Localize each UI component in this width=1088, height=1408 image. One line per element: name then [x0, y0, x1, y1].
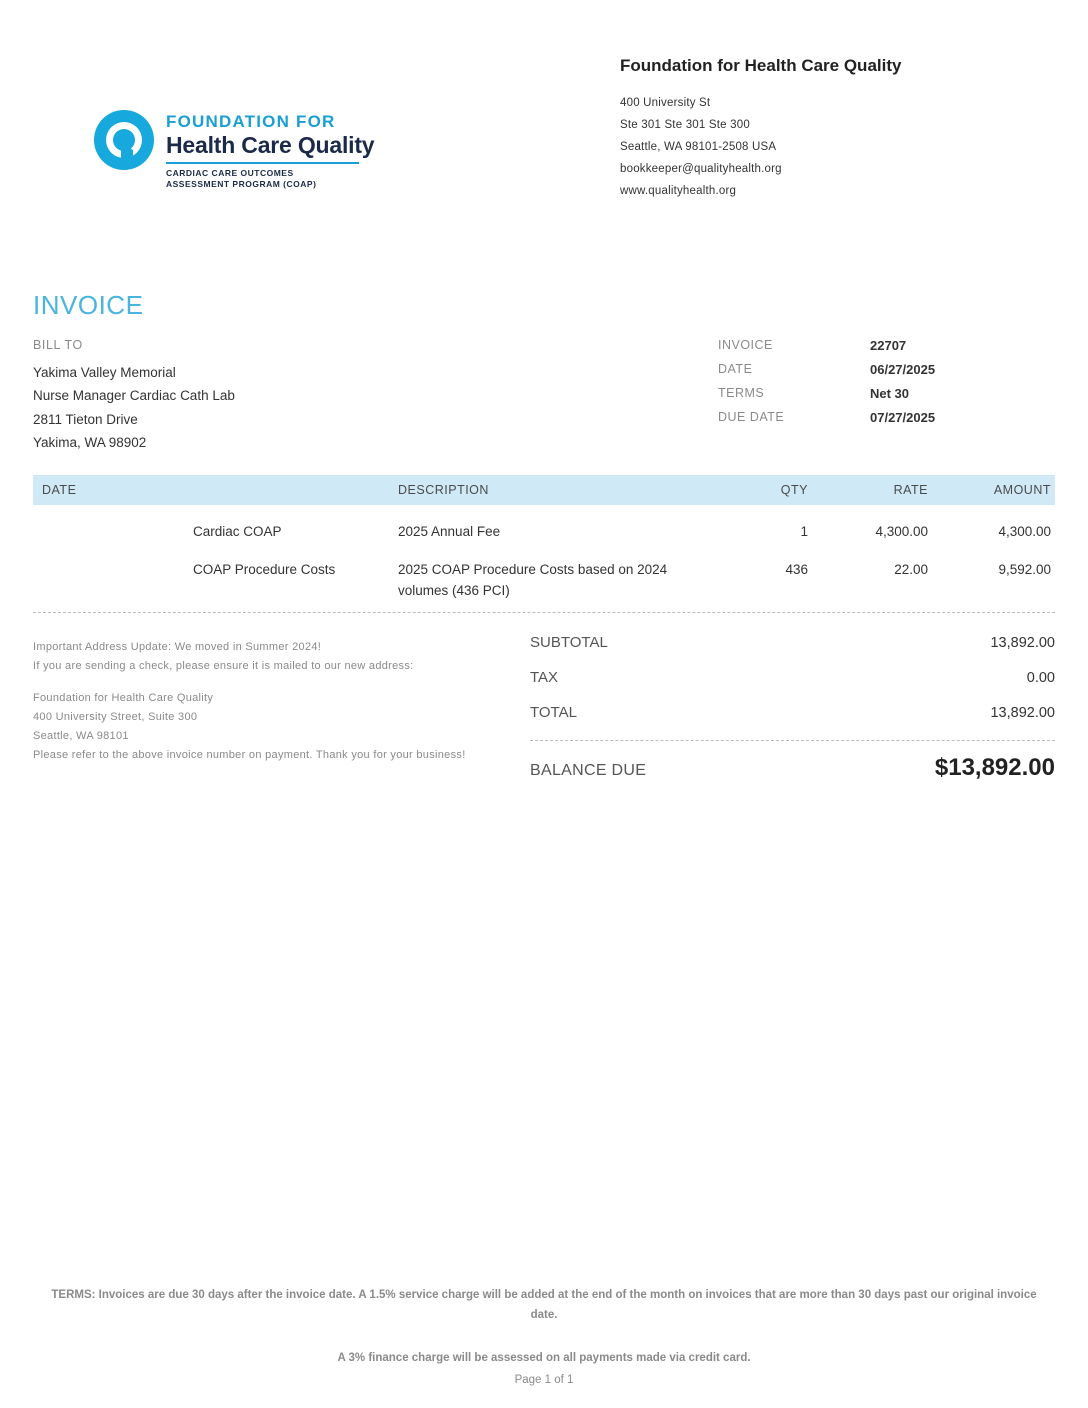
bill-to-line-3: 2811 Tieton Drive — [33, 411, 138, 427]
cell-rate: 22.00 — [894, 561, 928, 577]
footer-finance-charge-text: A 3% finance charge will be assessed on all payments made via credit card. — [337, 1352, 751, 1365]
document-footer — [0, 1286, 1088, 1386]
company-address-line-3: Seattle, WA 98101-2508 USA — [620, 141, 777, 154]
company-address-line-1: 400 University St — [620, 97, 711, 109]
invoice-meta-block — [718, 338, 1048, 434]
column-header-date: DATE — [42, 483, 77, 497]
company-details — [620, 56, 1040, 202]
meta-label-date: DATE — [718, 362, 753, 376]
column-header-rate: RATE — [893, 483, 928, 497]
total-row — [530, 704, 1055, 721]
cell-amount: 4,300.00 — [998, 524, 1051, 539]
logo-subtitle-2: ASSESSMENT PROGRAM (COAP) — [166, 179, 317, 190]
meta-row-due-date — [718, 410, 1048, 425]
company-address-line-2: Ste 301 Ste 301 Ste 300 — [620, 119, 750, 132]
column-header-description: DESCRIPTION — [398, 483, 489, 497]
cell-amount: 9,592.00 — [998, 561, 1051, 577]
meta-row-invoice — [718, 338, 1048, 353]
meta-row-terms — [718, 386, 1048, 401]
table-header-row — [33, 475, 1055, 505]
cell-qty: 1 — [800, 524, 808, 539]
bill-to-line-2: Nurse Manager Cardiac Cath Lab — [33, 388, 235, 404]
logo-divider — [166, 162, 359, 164]
bill-to-label: BILL TO — [33, 338, 83, 352]
logo-line-2: Health Care Quality — [166, 131, 375, 158]
company-email[interactable]: bookkeeper@qualityhealth.org — [620, 163, 782, 176]
logo-wordmark — [166, 108, 374, 191]
bill-to-line-4: Yakima, WA 98902 — [33, 435, 147, 451]
document-header — [0, 56, 1088, 216]
subtotal-label: SUBTOTAL — [530, 634, 608, 651]
meta-label-invoice: INVOICE — [718, 338, 773, 352]
cell-item: COAP Procedure Costs — [193, 561, 336, 577]
cell-item: Cardiac COAP — [193, 524, 282, 539]
meta-value-terms: Net 30 — [870, 386, 910, 401]
tax-value: 0.00 — [1026, 670, 1055, 686]
logo-subtitle-1: CARDIAC CARE OUTCOMES — [166, 167, 294, 178]
meta-label-due-date: DUE DATE — [718, 410, 785, 424]
note-line-3: Foundation for Health Care Quality — [33, 691, 214, 704]
meta-value-invoice: 22707 — [870, 338, 907, 353]
meta-value-date: 06/27/2025 — [870, 362, 936, 377]
logo-line-1: FOUNDATION FOR — [166, 112, 336, 131]
note-spacer — [33, 677, 503, 689]
tax-row — [530, 669, 1055, 686]
cell-rate: 4,300.00 — [875, 524, 928, 539]
table-row — [33, 505, 1055, 543]
line-items-table — [33, 475, 1055, 602]
bill-to-line-1: Yakima Valley Memorial — [33, 365, 176, 380]
page-title: INVOICE — [33, 290, 144, 320]
foundation-logo-icon — [92, 108, 156, 172]
meta-value-due-date: 07/27/2025 — [870, 410, 936, 425]
bill-to-block — [33, 338, 453, 454]
note-line-1: Important Address Update: We moved in Summer 2024! — [33, 641, 322, 653]
balance-due-value: $13,892.00 — [934, 754, 1055, 781]
subtotal-row — [530, 634, 1055, 651]
balance-due-label: BALANCE DUE — [530, 762, 647, 779]
table-row — [33, 543, 1055, 602]
payment-notes — [33, 638, 503, 766]
totals-divider — [530, 740, 1055, 741]
tax-label: TAX — [530, 669, 559, 686]
items-divider — [33, 612, 1055, 613]
meta-label-terms: TERMS — [718, 386, 765, 400]
column-header-amount: AMOUNT — [993, 483, 1051, 497]
note-line-5: Seattle, WA 98101 — [33, 730, 129, 742]
note-line-4: 400 University Street, Suite 300 — [33, 710, 198, 723]
total-label: TOTAL — [530, 704, 577, 721]
subtotal-value: 13,892.00 — [990, 635, 1055, 651]
cell-qty: 436 — [785, 561, 808, 577]
footer-terms-text: TERMS: Invoices are due 30 days after the invoice date. A 1.5% service charge will be added at the end of the month on invoices that are more than 30 days past our original invoice date. — [51, 1289, 1037, 1321]
organization-logo — [92, 108, 374, 191]
column-header-qty: QTY — [780, 483, 808, 497]
cell-description: 2025 Annual Fee — [398, 524, 501, 539]
company-website[interactable]: www.qualityhealth.org — [620, 185, 737, 198]
footer-page-number: Page 1 of 1 — [514, 1374, 574, 1387]
totals-block — [530, 634, 1055, 739]
meta-row-date — [718, 362, 1048, 377]
cell-description: 2025 COAP Procedure Costs based on 2024 volumes (436 PCI) — [398, 561, 668, 599]
company-name: Foundation for Health Care Quality — [620, 56, 902, 75]
total-value: 13,892.00 — [990, 705, 1055, 721]
note-line-6: Please refer to the above invoice number on payment. Thank you for your business! — [33, 749, 466, 762]
balance-due-row — [530, 754, 1055, 782]
note-line-2: If you are sending a check, please ensure it is mailed to our new address: — [33, 660, 414, 673]
